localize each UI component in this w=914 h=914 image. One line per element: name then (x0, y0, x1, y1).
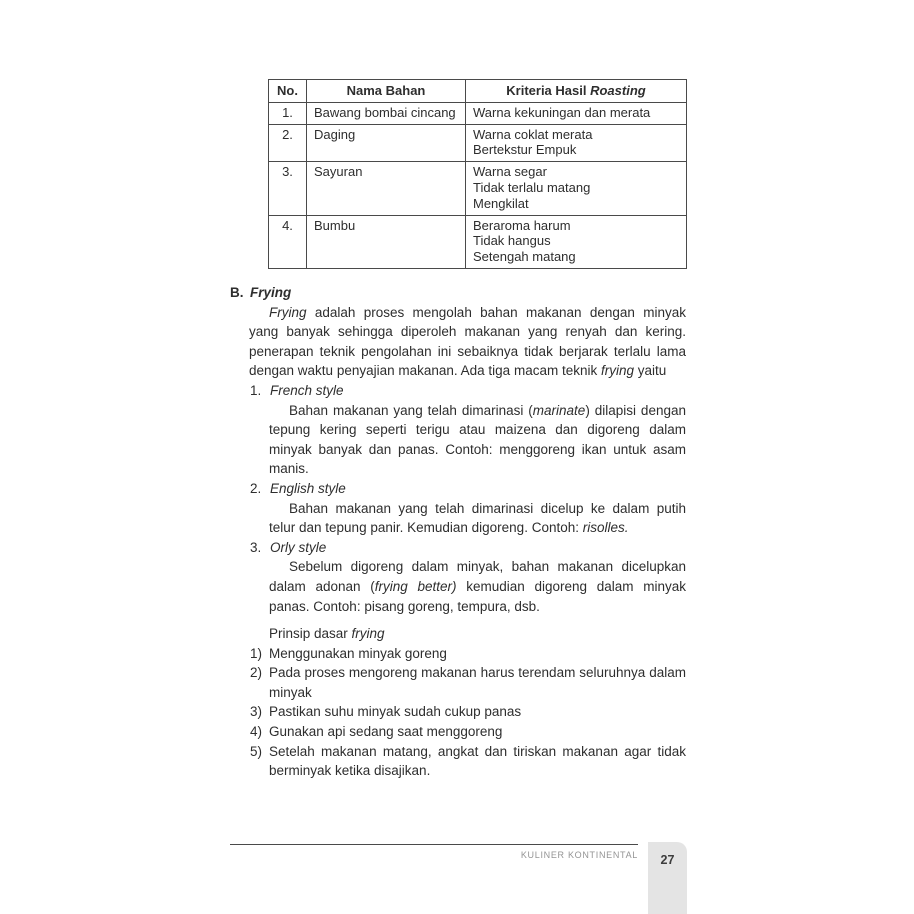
cell-no: 2. (269, 124, 307, 162)
table-row (269, 102, 687, 124)
principle-item (250, 742, 686, 781)
cell-name: Bawang bombai cincang (307, 102, 466, 124)
criteria-line: Warna segar (473, 164, 547, 180)
style-name: French style (270, 382, 344, 398)
style-name: Orly style (270, 539, 327, 555)
page-number-tab (648, 842, 687, 914)
criteria-line: Setengah matang (473, 249, 576, 265)
style-paragraph: Bahan makanan yang telah dimarinasi dicelup ke dalam putih telur dan tepung panir. Kemudian digoreng. Contoh: risolles. (269, 500, 686, 536)
cell-name: Daging (307, 124, 466, 162)
principle-number: 3) (250, 704, 263, 720)
style-paragraph: Sebelum digoreng dalam minyak, bahan makanan dicelupkan dalam adonan (frying better) kemudian digoreng dalam minyak panas. Contoh: pisang goreng, tempura, dsb. (269, 559, 686, 614)
principle-number: 2) (250, 665, 263, 681)
header-no: No. (269, 80, 307, 103)
table-row (269, 162, 687, 215)
style-number: 1. (250, 382, 262, 398)
principle-item (250, 644, 686, 664)
criteria-line: Beraroma harum (473, 217, 571, 233)
principle-item (250, 663, 686, 702)
roasting-criteria-table (268, 79, 687, 269)
section-heading (230, 283, 686, 303)
principles-heading: Prinsip dasar frying (269, 626, 385, 642)
criteria-line: Warna kekuningan dan merata (473, 104, 651, 120)
footer-book-title: KULINER KONTINENTAL (520, 850, 638, 860)
criteria-line: Tidak terlalu matang (473, 179, 591, 195)
cell-criteria (466, 215, 687, 268)
criteria-line: Mengkilat (473, 195, 529, 211)
cell-name: Bumbu (307, 215, 466, 268)
cell-no: 4. (269, 215, 307, 268)
principle-number: 4) (250, 724, 263, 740)
principle-text: Gunakan api sedang saat menggoreng (269, 724, 503, 740)
header-kriteria-hasil-roasting: Kriteria Hasil Roasting (466, 80, 687, 103)
principle-number: 5) (250, 743, 263, 759)
style-item (230, 479, 686, 538)
principle-item (250, 722, 686, 742)
footer-rule (230, 844, 638, 845)
page-number: 27 (660, 853, 675, 867)
table-row (269, 215, 687, 268)
principle-number: 1) (250, 645, 263, 661)
cell-name: Sayuran (307, 162, 466, 215)
section-title: Frying (250, 285, 292, 300)
header-nama-bahan: Nama Bahan (307, 80, 466, 103)
style-number: 3. (250, 539, 262, 555)
table-row (269, 124, 687, 162)
style-name: English style (270, 480, 346, 496)
style-number: 2. (250, 480, 262, 496)
criteria-line: Bertekstur Empuk (473, 142, 577, 158)
principle-text: Menggunakan minyak goreng (269, 645, 447, 661)
style-paragraph: Bahan makanan yang telah dimarinasi (marinate) dilapisi dengan tepung kering seperti terigu atau maizena dan digoreng dalam minyak banyak dan panas. Contoh: menggoreng ikan untuk asam manis. (269, 402, 686, 477)
cell-no: 3. (269, 162, 307, 215)
style-item-title (250, 538, 686, 558)
section-label: B. (230, 285, 244, 300)
principle-item (250, 702, 686, 722)
cell-criteria (466, 124, 687, 162)
cell-criteria (466, 162, 687, 215)
criteria-line: Tidak hangus (473, 233, 551, 249)
principle-text: Pada proses mengoreng makanan harus terendam seluruhnya dalam minyak (269, 665, 686, 700)
style-item (230, 381, 686, 479)
cell-criteria (466, 102, 687, 124)
principles-list (250, 644, 686, 781)
intro-paragraph: Frying adalah proses mengolah bahan makanan dengan minyak yang banyak sehingga diperoleh makanan yang renyah dan kering. penerapan teknik pengolahan ini sebaiknya tidak berjarak terlalu lama dengan waktu penyajian makanan. Ada tiga macam teknik frying yaitu (249, 304, 686, 379)
criteria-line: Warna coklat merata (473, 126, 593, 142)
principle-text: Setelah makanan matang, angkat dan tiriskan makanan agar tidak berminyak ketika disajikan. (269, 743, 686, 779)
table-header-row (269, 80, 687, 103)
principle-text: Pastikan suhu minyak sudah cukup panas (269, 704, 522, 720)
cell-no: 1. (269, 102, 307, 124)
style-item-title (250, 479, 686, 499)
style-item-title (250, 381, 686, 401)
section-frying (230, 283, 686, 781)
style-item (230, 538, 686, 616)
